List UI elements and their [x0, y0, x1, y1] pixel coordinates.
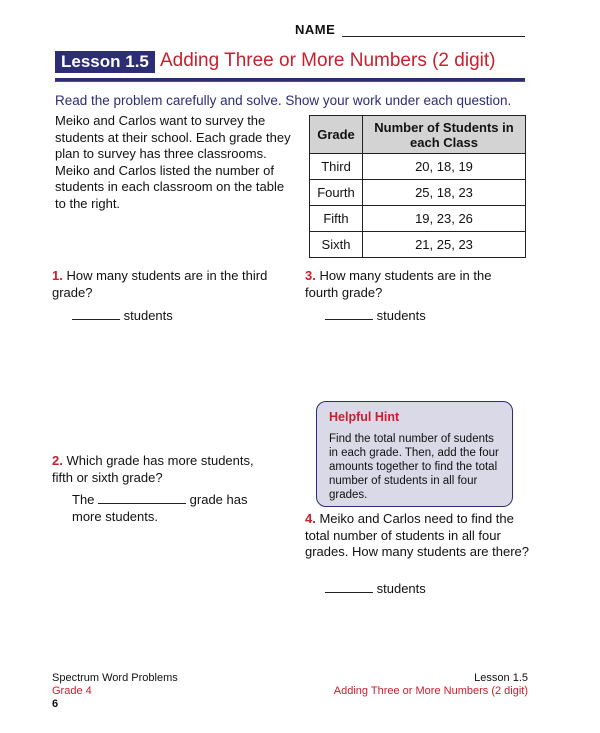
hint-title: Helpful Hint: [329, 410, 400, 424]
question-3-answer: [325, 308, 426, 325]
instructions: Read the problem carefully and solve. Show your work under each question.: [55, 93, 512, 108]
table-cell-grade: Third: [310, 154, 363, 180]
footer-lesson: Lesson 1.5: [474, 672, 528, 684]
title-rule-accent: [55, 81, 525, 82]
answer-prefix: The: [72, 492, 95, 507]
question-4-number: 4.: [305, 511, 316, 526]
footer-right: [334, 672, 528, 698]
question-3-text: How many students are in the fourth grade?: [305, 268, 492, 300]
answer-suffix: grade has: [189, 492, 248, 507]
question-2: [52, 453, 267, 486]
table-cell-count: 20, 18, 19: [363, 154, 526, 180]
answer-blank[interactable]: [72, 319, 120, 320]
answer-blank[interactable]: [98, 503, 186, 504]
name-label: NAME: [295, 22, 336, 37]
question-2-answer: [72, 492, 247, 525]
table-row: [310, 206, 526, 232]
answer-unit: students: [376, 581, 426, 596]
answer-unit: students: [123, 308, 173, 323]
footer-left: [52, 672, 178, 711]
lesson-title: Adding Three or More Numbers (2 digit): [160, 50, 496, 71]
footer-book: Spectrum Word Problems: [52, 672, 178, 684]
problem-statement: Meiko and Carlos want to survey the students at their school. Each grade they plan to survey has three classrooms. Meiko and Carlos listed the number of students in each classroom on the table to the right.: [55, 113, 291, 211]
name-field[interactable]: [342, 36, 525, 37]
question-2-text: Which grade has more students, fifth or sixth grade?: [52, 453, 254, 485]
question-1-number: 1.: [52, 268, 63, 283]
question-2-number: 2.: [52, 453, 63, 468]
footer-lesson-title: Adding Three or More Numbers (2 digit): [333, 685, 528, 697]
table-cell-grade: Fifth: [310, 206, 363, 232]
page-number: 6: [52, 698, 59, 710]
question-3-number: 3.: [305, 268, 316, 283]
hint-text: Find the total number of sudents in each grade. Then, add the four amounts together to find the total number of students in all four grades.: [329, 433, 499, 501]
table-cell-grade: Sixth: [310, 232, 363, 258]
table-cell-count: 19, 23, 26: [363, 206, 526, 232]
answer-end: more students.: [72, 508, 158, 524]
question-1-answer: [72, 308, 173, 325]
table-header-grade: Grade: [310, 116, 363, 154]
answer-unit: students: [376, 308, 426, 323]
table-header-students: Number of Students in each Class: [363, 116, 526, 154]
table-cell-grade: Fourth: [310, 180, 363, 206]
table-row: [310, 154, 526, 180]
question-4-answer: [325, 581, 426, 598]
question-1: [52, 268, 277, 301]
question-3: [305, 268, 515, 301]
table-cell-count: 25, 18, 23: [363, 180, 526, 206]
question-1-text: How many students are in the third grade?: [52, 268, 268, 300]
table-cell-count: 21, 25, 23: [363, 232, 526, 258]
helpful-hint-box: [316, 401, 513, 507]
footer-grade: Grade 4: [52, 685, 92, 697]
table-row: [310, 180, 526, 206]
table-header-row: [310, 116, 526, 154]
lesson-badge: Lesson 1.5: [55, 51, 155, 73]
question-4-text: Meiko and Carlos need to find the total number of students in all four grades. How many students are there?: [305, 511, 530, 559]
table-row: [310, 232, 526, 258]
students-table: [309, 115, 526, 258]
question-4: [305, 511, 530, 561]
answer-blank[interactable]: [325, 592, 373, 593]
answer-blank[interactable]: [325, 319, 373, 320]
